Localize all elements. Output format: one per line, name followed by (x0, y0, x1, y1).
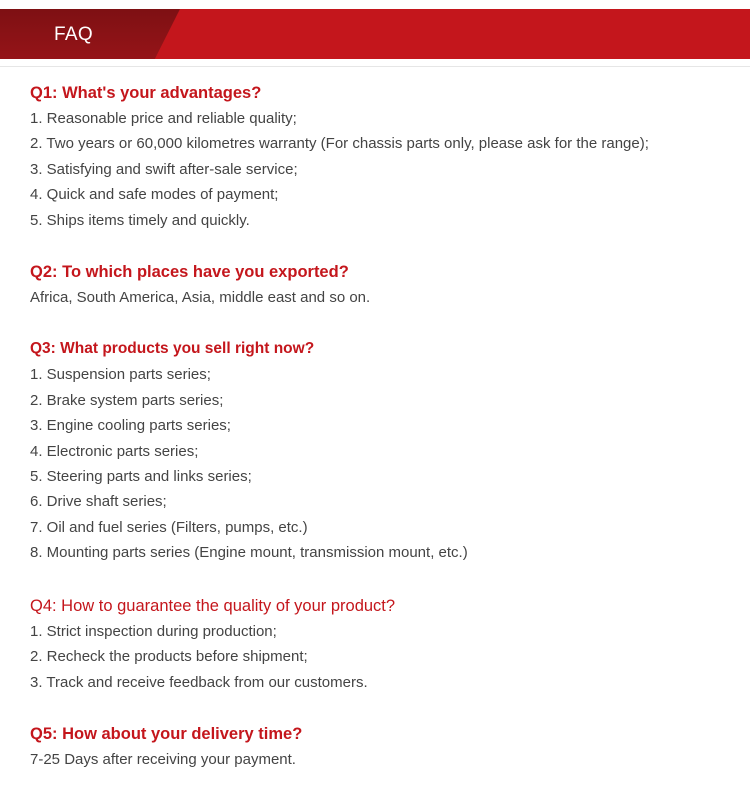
question-heading: Q2: To which places have you exported? (30, 263, 349, 282)
answer-line: 3. Track and receive feedback from our customers. (30, 673, 368, 691)
faq-list (30, 82, 740, 772)
answer-line: 5. Steering parts and links series; (30, 468, 252, 486)
answer-line: 1. Reasonable price and reliable quality; (30, 110, 297, 127)
answer-line: 3. Engine cooling parts series; (30, 417, 231, 435)
answer-line: 3. Satisfying and swift after-sale service; (30, 160, 298, 178)
answer-line: 5. Ships items timely and quickly. (30, 211, 250, 229)
faq-item-q1 (30, 82, 740, 233)
faq-item-q5 (30, 723, 740, 772)
faq-item-q2 (30, 261, 740, 310)
answer-line: 2. Brake system parts series; (30, 391, 224, 409)
answer-line: 4. Electronic parts series; (30, 442, 199, 460)
question-heading: Q1: What's your advantages? (30, 84, 262, 102)
page-title: FAQ (54, 24, 93, 45)
answer-line: 1. Suspension parts series; (30, 366, 211, 384)
answer-line: Africa, South America, Asia, middle east and so on. (30, 289, 371, 307)
answer-line: 2. Two years or 60,000 kilometres warranty (For chassis parts only, please ask for the range); (30, 135, 649, 153)
faq-banner (0, 9, 750, 59)
question-heading: Q4: How to guarantee the quality of your product? (30, 596, 396, 615)
answer-line: 7-25 Days after receiving your payment. (30, 750, 296, 768)
faq-item-q3 (30, 338, 740, 565)
answer-line: 1. Strict inspection during production; (30, 622, 277, 640)
answer-line: 8. Mounting parts series (Engine mount, transmission mount, etc.) (30, 544, 468, 562)
answer-line: 6. Drive shaft series; (30, 493, 167, 511)
question-heading: Q3: What products you sell right now? (30, 340, 315, 358)
answer-line: 7. Oil and fuel series (Filters, pumps, etc.) (30, 518, 308, 536)
question-heading: Q5: How about your delivery time? (30, 724, 303, 743)
answer-line: 4. Quick and safe modes of payment; (30, 186, 279, 204)
divider (0, 66, 750, 67)
answer-line: 2. Recheck the products before shipment; (30, 648, 308, 666)
faq-item-q4 (30, 595, 740, 695)
